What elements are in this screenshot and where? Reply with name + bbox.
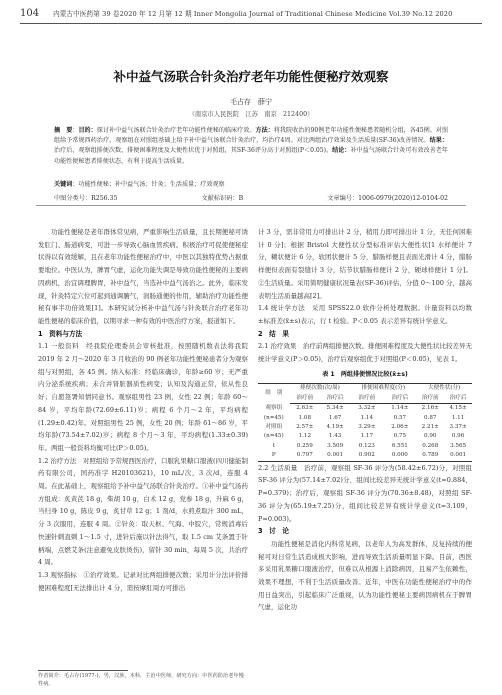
subsection-treatment: 1.2 治疗方法 对照组给予常规西医治疗，口服乳果糖口服液(四川健能制药有限公司，国药准字 H20103621)，10 mL/次，3 次/d，连服 4 周。在此基础上，观察组给予补中益气汤联合针灸治疗。①补中益气汤药方组成：炙黄芪 18 g，柴胡 10 g，白术 12 g，党参 18 g，升麻 6 g，当归身 10 g，陈皮 9 g，炙甘草 12 g；1 剂/d，水煎煮取汁 300 mL，分 3 次服用，连服 4 周。②针灸：取天枢、气海、中脘穴，常规消毒后快速针刺直刺 1～1.5 寸，进针后施以针法得气，取 1.5 cm 艾条置于针柄端，点燃艾条(注意避免皮肤烫伤)，留针 30 min，每周 5 次，共治疗 4 周。 xyxy=(38,456,248,567)
subsection-treatment-effect: 2.1 治疗效果 治疗前两组排便次数、排便困难程度及大便性状比较差异无统计学意义(P＞0.05)，治疗后观察组优于对照组(P＜0.05)，见表 1。 xyxy=(258,342,472,364)
table-row xyxy=(258,414,472,423)
table-cell: 1.14 xyxy=(360,414,374,421)
results-table xyxy=(258,383,472,461)
abstract-objective: 探讨补中益气汤联合针灸治疗老年功能性便秘的临床疗效。 xyxy=(96,127,256,134)
table-colgroup-header: 排便次数(次/周) xyxy=(290,384,351,394)
table-subheader: 治疗前 xyxy=(350,394,383,404)
table-row-label: 观察组 xyxy=(265,405,283,411)
left-column xyxy=(38,226,248,594)
section-heading-methods: 1 资料与方法 xyxy=(38,329,83,338)
table-cell: 0.001 xyxy=(320,451,350,461)
table-row xyxy=(258,404,472,414)
table-cell: 2.21± xyxy=(421,424,439,431)
table-cell: 1.14± xyxy=(391,405,409,412)
table-row-label: P xyxy=(258,451,290,461)
intro-paragraph: 功能性便秘是老年群体常见病，严重影响生活质量，且长期便秘可诱发肛门、肠道病变，可进一步导致心脑血管疾病。积极治疗可促使便秘症状得以有效缓解，且在老年功能性便秘治疗中，中医以其独特优势占据重要地位。中医认为，脾胃气虚，运化功能失调是导致功能性便秘的主要病因病机，治宜调理脾胃，补中益气，当选补中益气汤治之。此外，临床发现，针灸特定穴位可起到通调腑气，润肠通便的作用，辅助治疗功能性便秘有事半功倍效果[1]。本研究试分析补中益气汤与针灸联合治疗老年功能性便秘的临床价值，以期寻求一种有效的中医治疗方案，报道如下。 xyxy=(38,228,248,325)
table-cell: 0.902 xyxy=(350,451,383,461)
table-cell: 0.90 xyxy=(424,433,437,440)
section-rule xyxy=(36,205,466,206)
table-cell: 1.12 xyxy=(298,433,312,440)
subsection-indicators: 1.3 观察指标 ①治疗效果。记录对比两组排便次数；采用计分法评价排便困难程度[无法排出计 4 分，需按摩肛周方可排出 xyxy=(38,570,248,592)
abstract-method: 将我院收治的90例老年功能性便秘患者随机分组，各45例。对照组给予常规西药治疗，观察组在对照组基础上给予补中益气汤联合针灸治疗，均治疗4周。对比两组治疗效果及生活质量(SF-36)改善情况。 xyxy=(54,127,449,145)
table-cell: 0.000 xyxy=(383,451,416,461)
table-cell: 3.32± xyxy=(358,405,376,412)
table-colgroup-header: 大便性状(分) xyxy=(416,384,472,394)
table-cell: 0.75 xyxy=(393,433,407,440)
table-subheader: 治疗后 xyxy=(383,394,416,404)
document-code: 文献标识码：B xyxy=(201,195,244,202)
clc-number: 中图分类号：R256.35 xyxy=(54,195,118,202)
abstract-result-label: 结果： xyxy=(429,137,448,145)
table-cell: 0.96 xyxy=(451,433,465,440)
table-cell: 0.123 xyxy=(358,442,375,449)
table-row-label: 对照组 xyxy=(265,424,283,431)
table-cell: 1.67 xyxy=(328,414,342,421)
keywords: 关键词：功能性便秘；补中益气汤；针灸；生活质量；疗效观察 xyxy=(54,181,225,188)
table-cell: 1.43 xyxy=(328,433,342,440)
table-cell: 1.11 xyxy=(451,414,465,421)
table-row xyxy=(258,451,472,461)
table-subheader: 治疗后 xyxy=(444,394,472,404)
table-group-header: 组 别 xyxy=(258,384,290,404)
indicators-continued: 计 3 分，需非常用力可排出计 2 分，稍用力即可排出计 1 分，无任何困难计 0 分]；根据 Bristol 大便性状分型标准评估大便性状[1 水样便计 7 分，糊状便计 6 分，软团状便计 5 分，腊肠样便且表面光滑计 4 分，腊肠样便但表面有裂缝计 3 分，结节状腊肠样便计 2 分，硬球样便计 1 分]。②生活质量。采用简明健康状况量表(SF-36)评估，分值 0～100 分，越高表明生活质量越高[2]。 xyxy=(258,228,472,300)
right-column xyxy=(258,226,472,614)
subsection-quality-of-life: 2.2 生活质量 治疗前，观察组 SF-36 评分为(58.42±6.72)分，对照组 SF-36 评分为(57.14±7.02)分，组间比较差异无统计学意义(t=0.884，P=0.379)；治疗后，观察组 SF-36 评分为(70.36±8.48)，对照组 SF-36 评分为(65.19±7.25)分，组间比较差异有统计学意义(t=3.109，P=0.003)。 xyxy=(258,463,472,523)
abstract-result: 治疗后，观察组排便次数、排便困难程度及大便性状优于对照组，其SF-36评分高于对照组(P＜0.05)。 xyxy=(54,147,333,155)
abstract-conclusion-label: 结论： xyxy=(332,147,351,155)
keywords-label: 关键词 xyxy=(54,181,73,188)
section-heading-results: 2 结 果 xyxy=(258,329,289,338)
table-row xyxy=(258,432,472,441)
abstract: 摘 要：目的：探讨补中益气汤联合针灸治疗老年功能性便秘的临床疗效。方法：将我院收治的90例老年功能性便秘患者随机分组，各45例。对照组给予常规西药治疗，观察组在对照组基础上给予补中益气汤联合针灸治疗，均治疗4周。对比两组治疗效果及生活质量(SF-36)改善情况。结果：治疗后，观察组排便次数、排便困难程度及大便性状优于对照组，其SF-36评分高于对照组(P＜0.05)。结论：补中益气汤联合针灸可有效改善老年功能性便秘患者排便状态，有利于提高生活质量。 xyxy=(54,127,449,165)
table-cell: 3.37± xyxy=(449,424,467,431)
table-cell: 3.509 xyxy=(327,442,344,449)
table-cell: 4.15± xyxy=(449,405,467,412)
table-cell: 0.268 xyxy=(422,442,439,449)
article-number: 文章编号：1006-0979(2020)12-0104-02 xyxy=(327,195,448,202)
table-cell: 1.17 xyxy=(360,433,374,440)
journal-line: 内蒙古中医药第 39 卷2020 年 12 月第 12 期 Inner Mongolia Journal of Traditional Chinese Medicine Vol.39 No.12 2020 xyxy=(53,10,453,18)
section-heading-discussion: 3 讨 论 xyxy=(258,527,289,536)
abstract-conclusion: 补中益气汤联合针灸可有效改善老年功能性便秘患者排便状态，有利于提高生活质量。 xyxy=(54,147,449,165)
classification-line xyxy=(54,193,448,202)
table-row xyxy=(258,423,472,432)
table-body xyxy=(258,404,472,461)
page-number: 104 xyxy=(20,7,40,19)
table-cell: 6.551 xyxy=(391,442,408,449)
table-cell: 0.001 xyxy=(444,451,472,461)
authors: 毛占存 薛宁 xyxy=(230,98,272,106)
table-colgroup-header: 排便困难程度(分) xyxy=(350,384,416,394)
table-cell: 0.259 xyxy=(296,442,313,449)
affiliation: （南京市人民医院 江苏 南京 212400） xyxy=(188,111,314,118)
table-cell: 4.19± xyxy=(326,424,344,431)
table-row-label: (n=45) xyxy=(263,414,284,421)
table-cell: 0.57 xyxy=(393,414,407,421)
table-cell: 2.16± xyxy=(421,405,439,412)
subsection-general-data: 1.1 一般资料 经我院伦理委员会审核批准，按照随机数表法将我院 2019 年 2 月～2020 年 3 月收治的 90 例老年功能性便秘患者分为观察组与对照组，各 45 例。纳入标准：经临床确诊，年龄≥60 岁；无严重内分泌系统疾病；未合并肾脏器质性病变；认知及沟通正常，依从性良好；自愿签署知情同意书。观察组男性 23 例，女性 22 例；年龄 60～84 岁，平均年龄(72.69±6.11)岁；病程 6 个月～2 年，平均病程(1.29±0.42)年。对照组男性 25 例，女性 20 例；年龄 61～86 岁，平均年龄(73.54±7.02)岁；病程 8 个月～3 年，平均病程(1.33±0.39)年。两组一般资料均衡可比(P＞0.05)。 xyxy=(38,342,248,452)
table-cell: 3.565 xyxy=(450,442,467,449)
footnote-rule xyxy=(38,670,128,671)
table-cell: 2.57± xyxy=(296,424,314,431)
abstract-objective-label: 目的： xyxy=(78,127,97,134)
table-cell: 2.63± xyxy=(296,405,314,412)
table-cell: 0.87 xyxy=(424,414,437,421)
table-cell: 0.797 xyxy=(290,451,320,461)
table-row-label: (n=45) xyxy=(263,433,284,440)
table-cell: 0.789 xyxy=(416,451,444,461)
table-subheader: 治疗后 xyxy=(320,394,350,404)
abstract-label: 摘 要 xyxy=(54,127,73,134)
keywords-text: 功能性便秘；补中益气汤；针灸；生活质量；疗效观察 xyxy=(78,181,225,188)
article-title: 补中益气汤联合针灸治疗老年功能性便秘疗效观察 xyxy=(113,69,389,84)
author-footnote: 作者简介：毛占存(1977-)，男，汉族，本科，主治中医师，研究方向：中医药防治老年慢性病。 xyxy=(38,673,244,687)
discussion-paragraph: 功能性便秘是消化内科常见病，以老年人为高发群体，反复持续的便秘可对日常生活造成极大影响，进而导致生活质量明显下降。目前，西医多采用乳果糖口服液治疗，但难以从根源上消除病因，且易产生依赖性，效果不理想，不利于生活质量改善。近年，中医在功能性便秘治疗中的作用日益突出，引起临床广泛重视，认为功能性便秘主要病因病机在于脾胃气虚，运化功 xyxy=(258,539,472,612)
table-cell: 5.34± xyxy=(326,405,344,412)
table-subheader: 治疗前 xyxy=(290,394,320,404)
table-cell: 2.06± xyxy=(391,424,409,431)
table-title: 表 1 两组排便情况比较(x̄±s) xyxy=(322,370,408,378)
table-subheader: 治疗前 xyxy=(416,394,444,404)
table-row xyxy=(258,442,472,451)
table-cell: 3.29± xyxy=(358,424,376,431)
running-header xyxy=(20,6,482,20)
header-rule xyxy=(20,23,482,24)
subsection-statistics: 1.4 统计学方法 采用 SPSS22.0 软件分析处理数据。计量资料以均数±标准差(x̄±s)表示，行 t 检验。P＜0.05 表示差异有统计学意义。 xyxy=(258,304,472,325)
abstract-method-label: 方法： xyxy=(255,127,274,134)
table-cell: 1.08 xyxy=(298,414,312,421)
table-row-label: t xyxy=(272,442,275,449)
